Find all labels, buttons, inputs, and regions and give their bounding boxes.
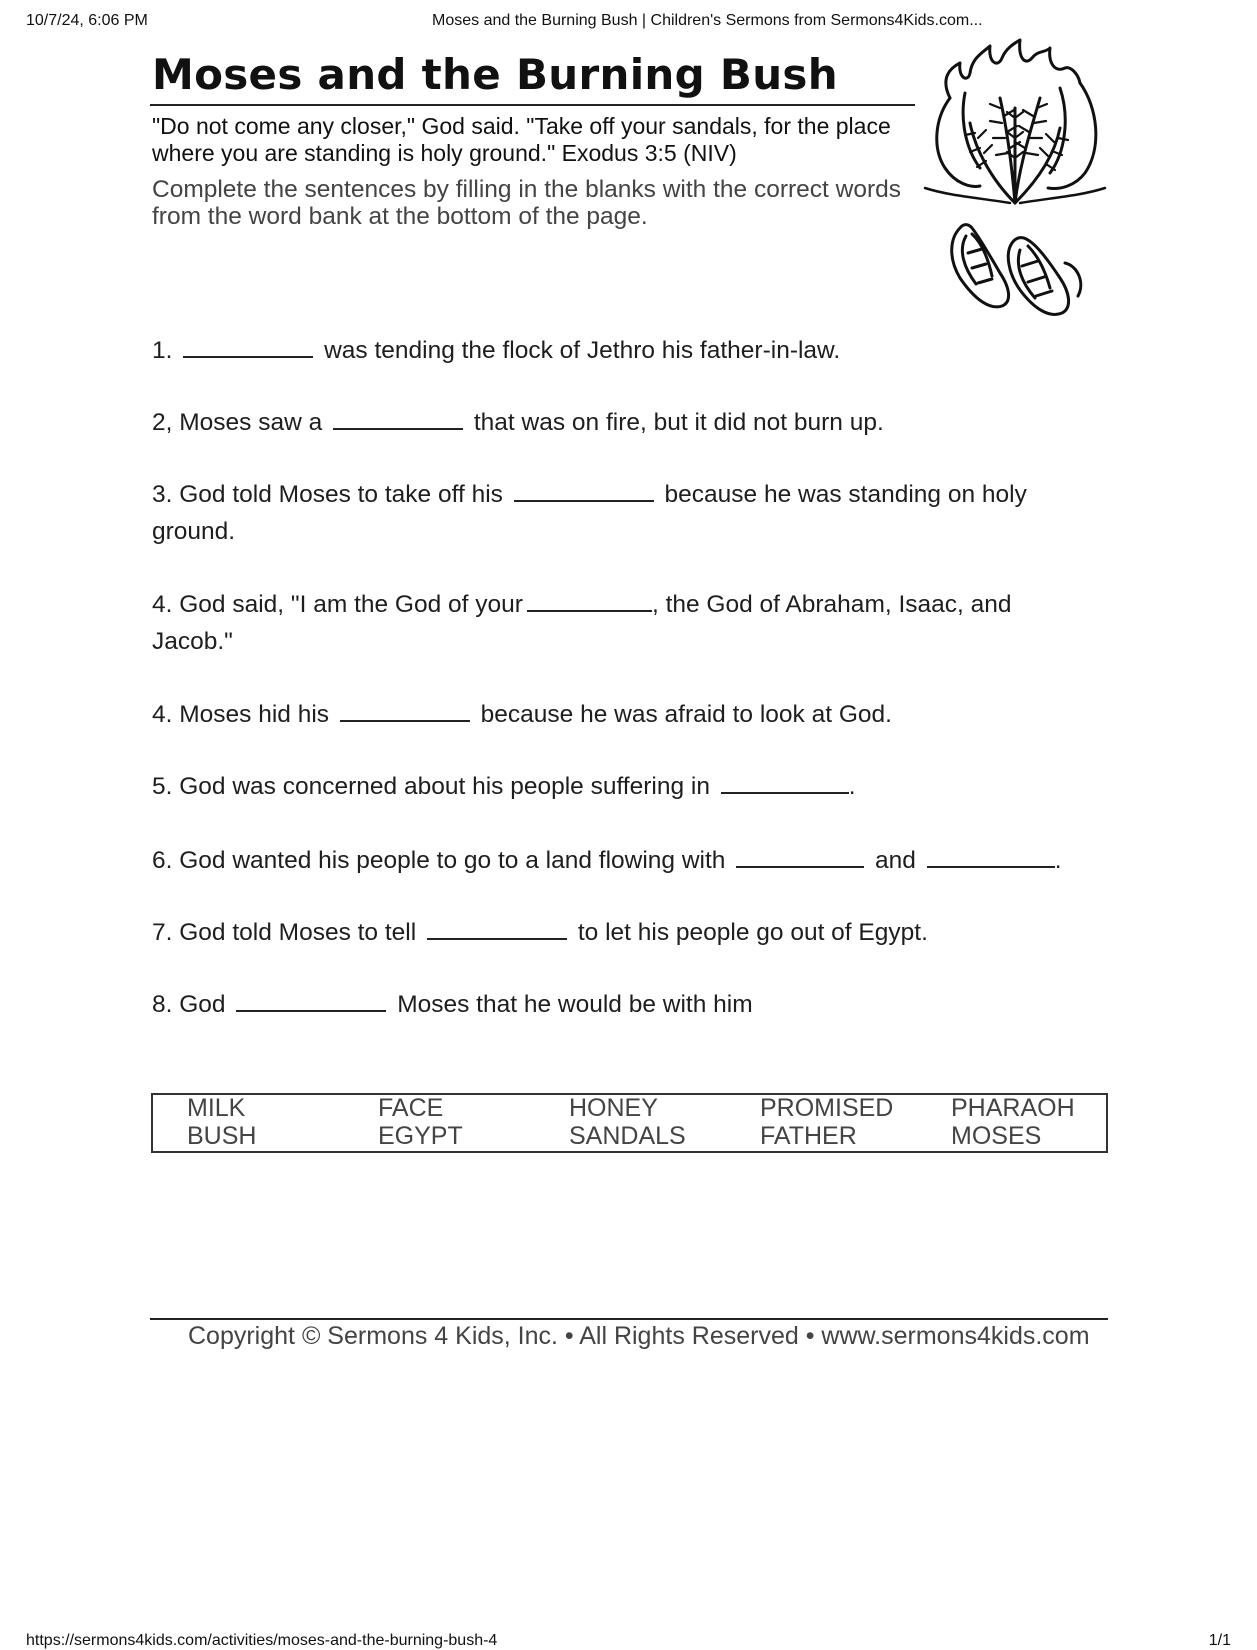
instructions-line-2: from the word bank at the bottom of the page.: [152, 203, 648, 230]
question-2: [152, 404, 1082, 441]
print-url: https://sermons4kids.com/activities/moses-and-the-burning-bush-4: [26, 1632, 498, 1649]
verse-line-1: "Do not come any closer," God said. "Take off your sandals, for the place: [152, 113, 891, 139]
question-3: [152, 476, 1082, 550]
print-page-count: 1/1: [1208, 1632, 1231, 1649]
word-bank-item: HONEY: [569, 1094, 658, 1122]
answer-blank-2[interactable]: [333, 410, 463, 430]
worksheet-title: Moses and the Burning Bush: [152, 50, 838, 99]
question-7-suffix: to let his people go out of Egypt.: [577, 919, 928, 946]
question-8-suffix: Moses that he would be with him: [397, 991, 753, 1018]
answer-blank-6a[interactable]: [736, 848, 864, 868]
question-1: [152, 332, 1082, 369]
title-underline: [150, 104, 915, 106]
word-bank-item: PHARAOH: [951, 1094, 1075, 1122]
question-1-prefix: 1.: [152, 337, 173, 364]
instructions: [152, 176, 922, 230]
answer-blank-8[interactable]: [236, 992, 386, 1012]
print-page-title: Moses and the Burning Bush | Children's Sermons from Sermons4Kids.com...: [432, 12, 983, 29]
copyright-divider: [150, 1318, 1108, 1320]
word-bank-item: MILK: [187, 1094, 246, 1122]
scripture-verse: [152, 113, 912, 167]
question-4b-suffix: because he was afraid to look at God.: [480, 701, 892, 728]
question-4b: [152, 696, 1082, 733]
question-7: [152, 914, 1082, 951]
verse-line-2: where you are standing is holy ground." Exodus 3:5 (NIV): [152, 140, 737, 166]
question-3-suffix: because he was standing on holy ground.: [152, 481, 1027, 545]
question-3-prefix: 3. God told Moses to take off his: [152, 481, 503, 508]
word-bank-item: EGYPT: [378, 1122, 463, 1150]
question-4-suffix: , the God of Abraham, Isaac, and Jacob.": [152, 591, 1012, 655]
answer-blank-1[interactable]: [183, 338, 313, 358]
question-5-prefix: 5. God was concerned about his people suffering in: [152, 773, 710, 800]
word-bank-item: SANDALS: [569, 1122, 686, 1150]
word-bank-item: BUSH: [187, 1122, 257, 1150]
answer-blank-6b[interactable]: [927, 848, 1055, 868]
instructions-line-1: Complete the sentences by filling in the blanks with the correct words: [152, 176, 901, 203]
answer-blank-3[interactable]: [514, 482, 654, 502]
word-bank-item: FACE: [378, 1094, 444, 1122]
answer-blank-4b[interactable]: [340, 702, 470, 722]
question-6: [152, 842, 1082, 879]
question-5: [152, 768, 1082, 805]
burning-bush-icon: [920, 38, 1110, 328]
question-2-suffix: that was on fire, but it did not burn up.: [473, 409, 884, 436]
question-6-middle: and: [875, 847, 916, 874]
question-7-prefix: 7. God told Moses to tell: [152, 919, 417, 946]
word-bank-item: PROMISED: [760, 1094, 894, 1122]
question-1-suffix: was tending the flock of Jethro his father-in-law.: [324, 337, 841, 364]
question-4: [152, 586, 1082, 660]
question-8: [152, 986, 1082, 1023]
question-2-prefix: 2, Moses saw a: [152, 409, 323, 436]
question-5-suffix: .: [848, 773, 856, 800]
question-4-prefix: 4. God said, "I am the God of your: [152, 591, 523, 618]
question-8-prefix: 8. God: [152, 991, 226, 1018]
word-bank-item: MOSES: [951, 1122, 1042, 1150]
question-4b-prefix: 4. Moses hid his: [152, 701, 330, 728]
print-datetime: 10/7/24, 6:06 PM: [26, 12, 148, 29]
word-bank: [151, 1093, 1108, 1153]
question-6-suffix: .: [1054, 847, 1062, 874]
question-6-prefix: 6. God wanted his people to go to a land flowing with: [152, 847, 726, 874]
answer-blank-4[interactable]: [527, 592, 652, 612]
copyright-notice: Copyright © Sermons 4 Kids, Inc. • All Rights Reserved • www.sermons4kids.com: [188, 1322, 1090, 1350]
answer-blank-7[interactable]: [427, 920, 567, 940]
answer-blank-5[interactable]: [721, 774, 849, 794]
word-bank-item: FATHER: [760, 1122, 857, 1150]
